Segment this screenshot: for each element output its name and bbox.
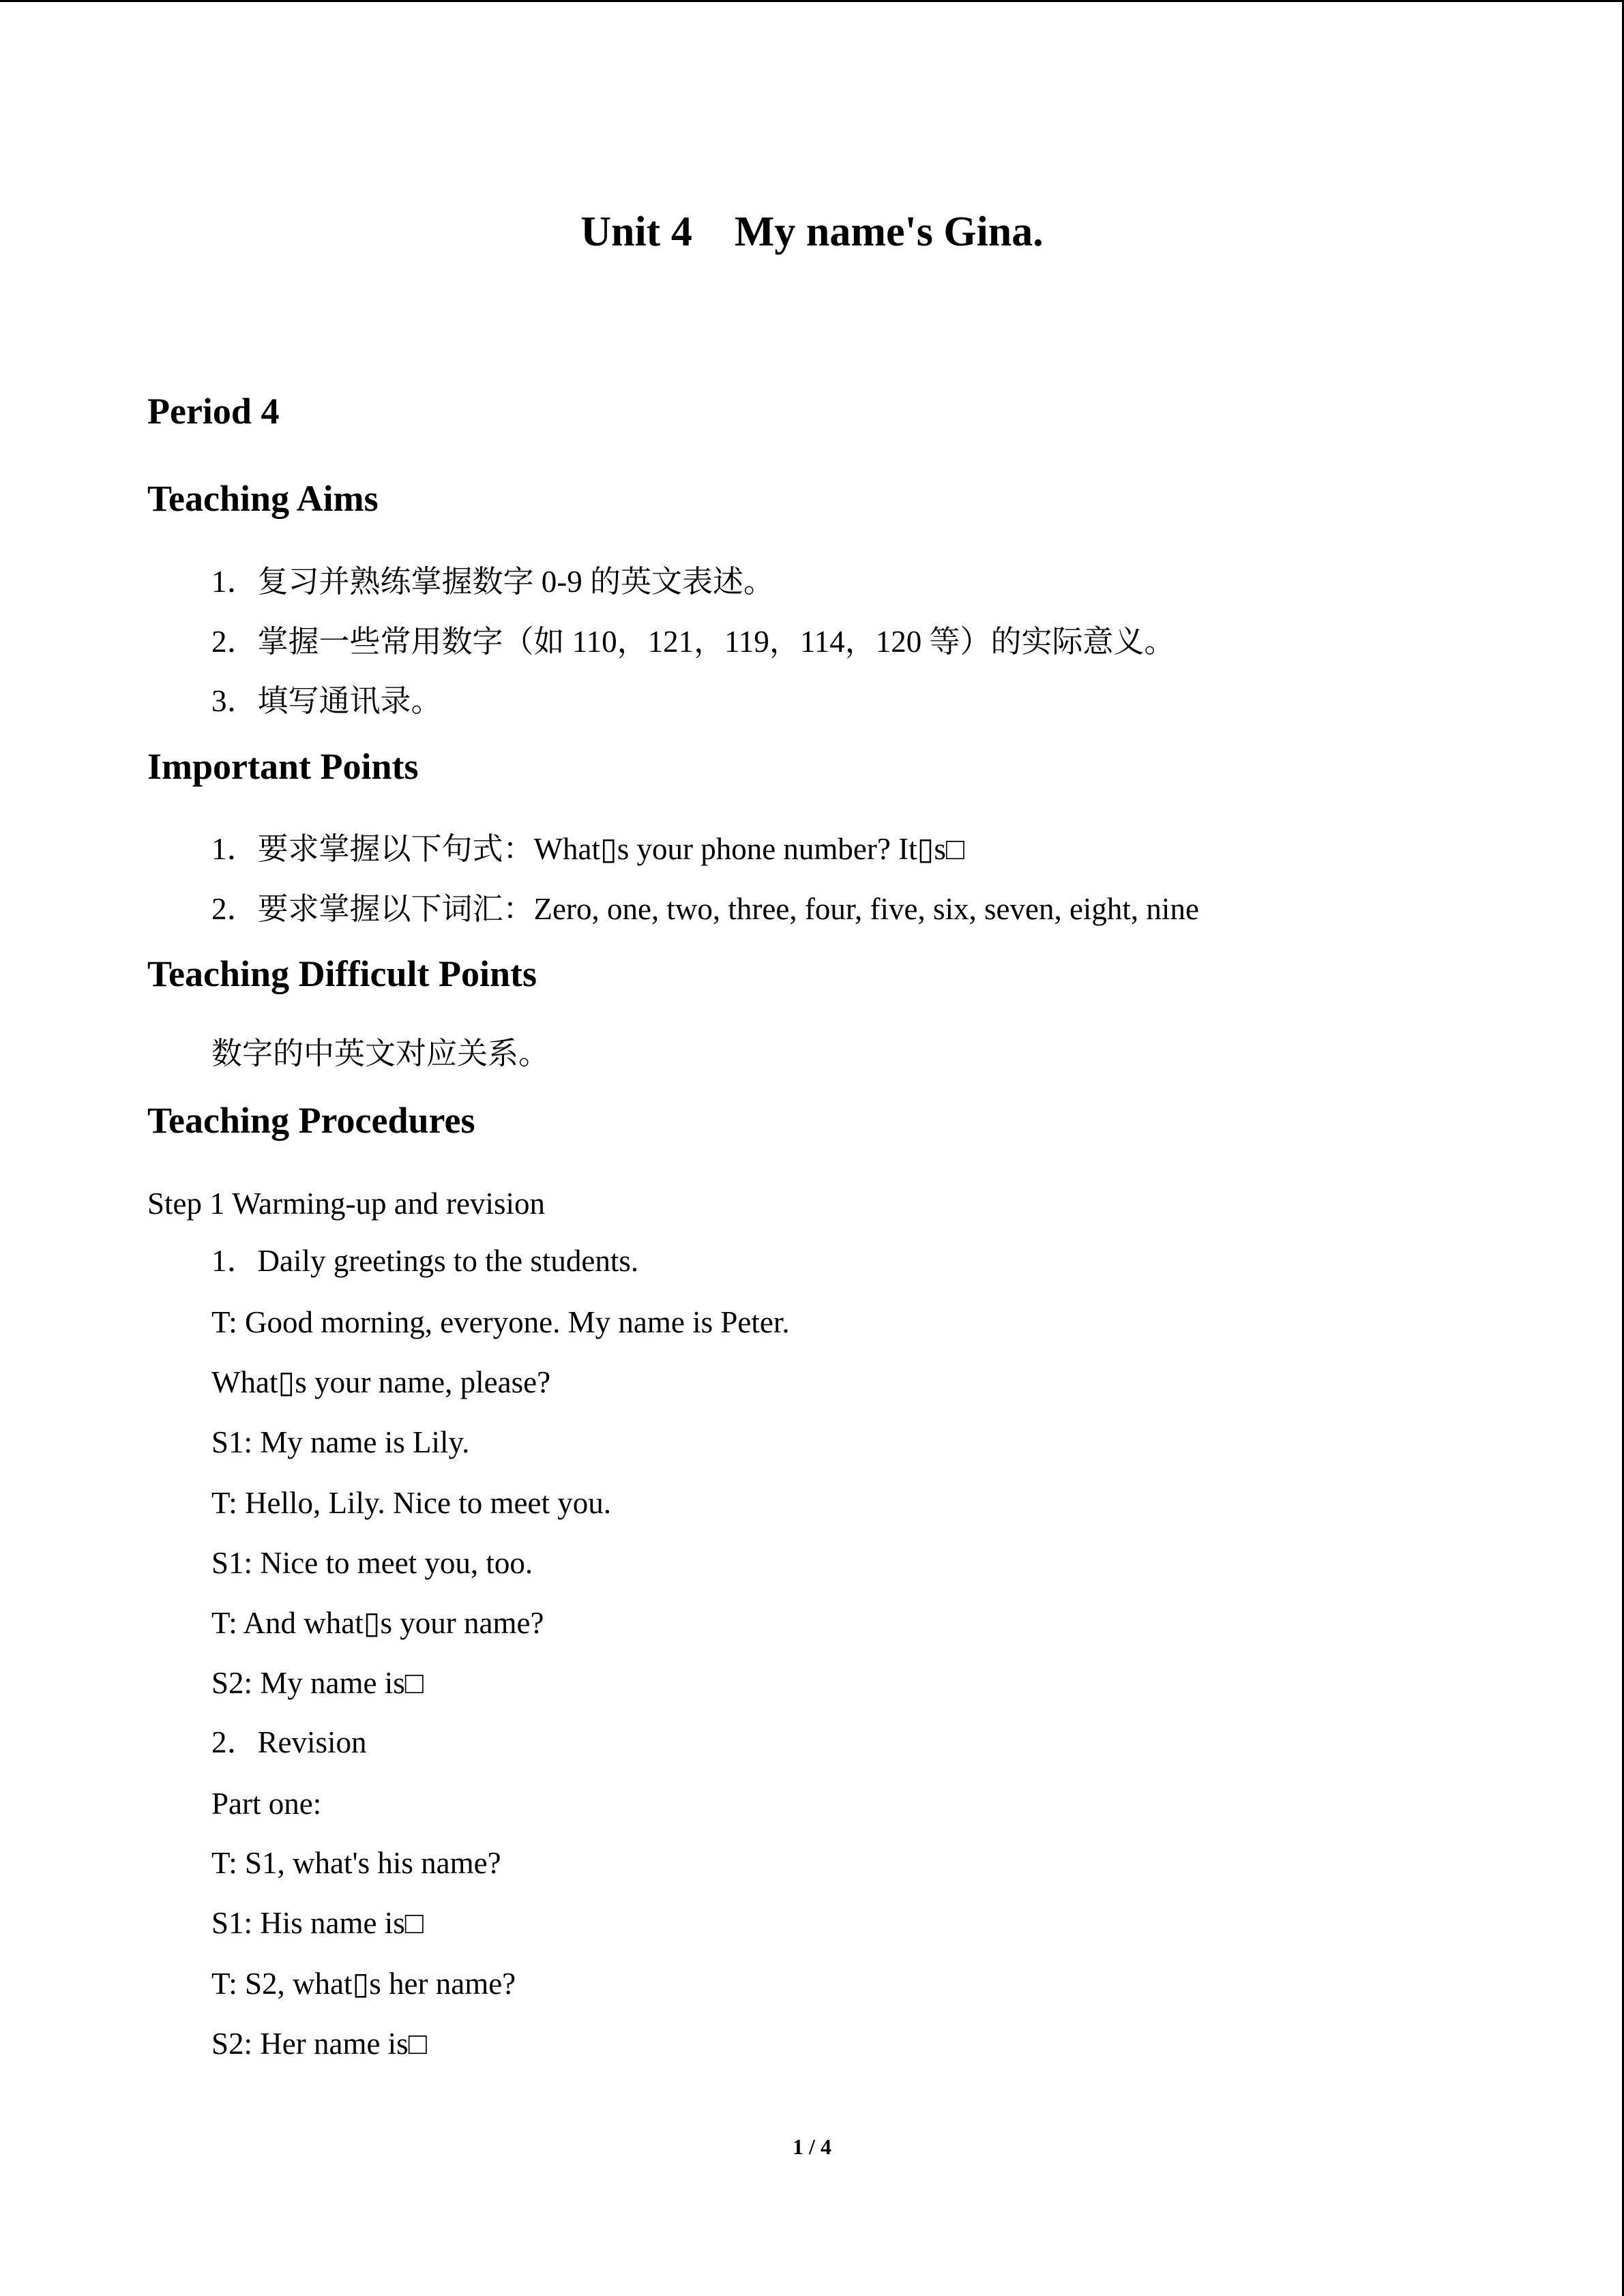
teaching-aim-item: 1．复习并熟练掌握数字 0-9 的英文表述。 <box>211 565 774 599</box>
important-point-item: 1．要求掌握以下句式：What▯s your phone number? It▯s□ <box>211 832 965 866</box>
important-points-heading: Important Points <box>147 746 419 787</box>
teaching-aim-item: 2．掌握一些常用数字（如 110，121，119，114，120 等）的实际意义。 <box>211 625 1175 659</box>
period-heading: Period 4 <box>147 391 280 432</box>
teaching-aim-item: 3．填写通讯录。 <box>211 684 442 718</box>
procedure-line: S2: My name is□ <box>211 1666 424 1700</box>
procedure-line: S2: Her name is□ <box>211 2027 427 2061</box>
procedure-line: T: Hello, Lily. Nice to meet you. <box>211 1486 611 1520</box>
procedure-line: Part one: <box>211 1787 322 1821</box>
procedure-line: What▯s your name, please? <box>211 1365 551 1399</box>
procedure-line: S1: Nice to meet you, too. <box>211 1546 533 1580</box>
procedure-line: T: Good morning, everyone. My name is Peter. <box>211 1305 790 1339</box>
difficult-points-text: 数字的中英文对应关系。 <box>211 1037 550 1071</box>
important-point-item: 2．要求掌握以下词汇：Zero, one, two, three, four, five, six, seven, eight, nine <box>211 892 1199 926</box>
procedure-line: 2．Revision <box>211 1725 367 1759</box>
difficult-points-heading: Teaching Difficult Points <box>147 953 537 994</box>
procedure-line: T: And what▯s your name? <box>211 1606 544 1640</box>
page-number: 1 / 4 <box>793 2134 831 2159</box>
page-border-top <box>0 0 1624 2</box>
procedure-line: S1: My name is Lily. <box>211 1425 470 1459</box>
document-title: Unit 4 My name's Gina. <box>580 209 1044 255</box>
step-heading: Step 1 Warming-up and revision <box>147 1187 545 1221</box>
procedures-heading: Teaching Procedures <box>147 1100 475 1141</box>
procedure-line: S1: His name is□ <box>211 1906 424 1940</box>
teaching-aims-heading: Teaching Aims <box>147 478 379 519</box>
procedure-line: T: S1, what's his name? <box>211 1846 501 1880</box>
procedure-line: T: S2, what▯s her name? <box>211 1967 516 2001</box>
procedure-line: 1．Daily greetings to the students. <box>211 1244 639 1278</box>
